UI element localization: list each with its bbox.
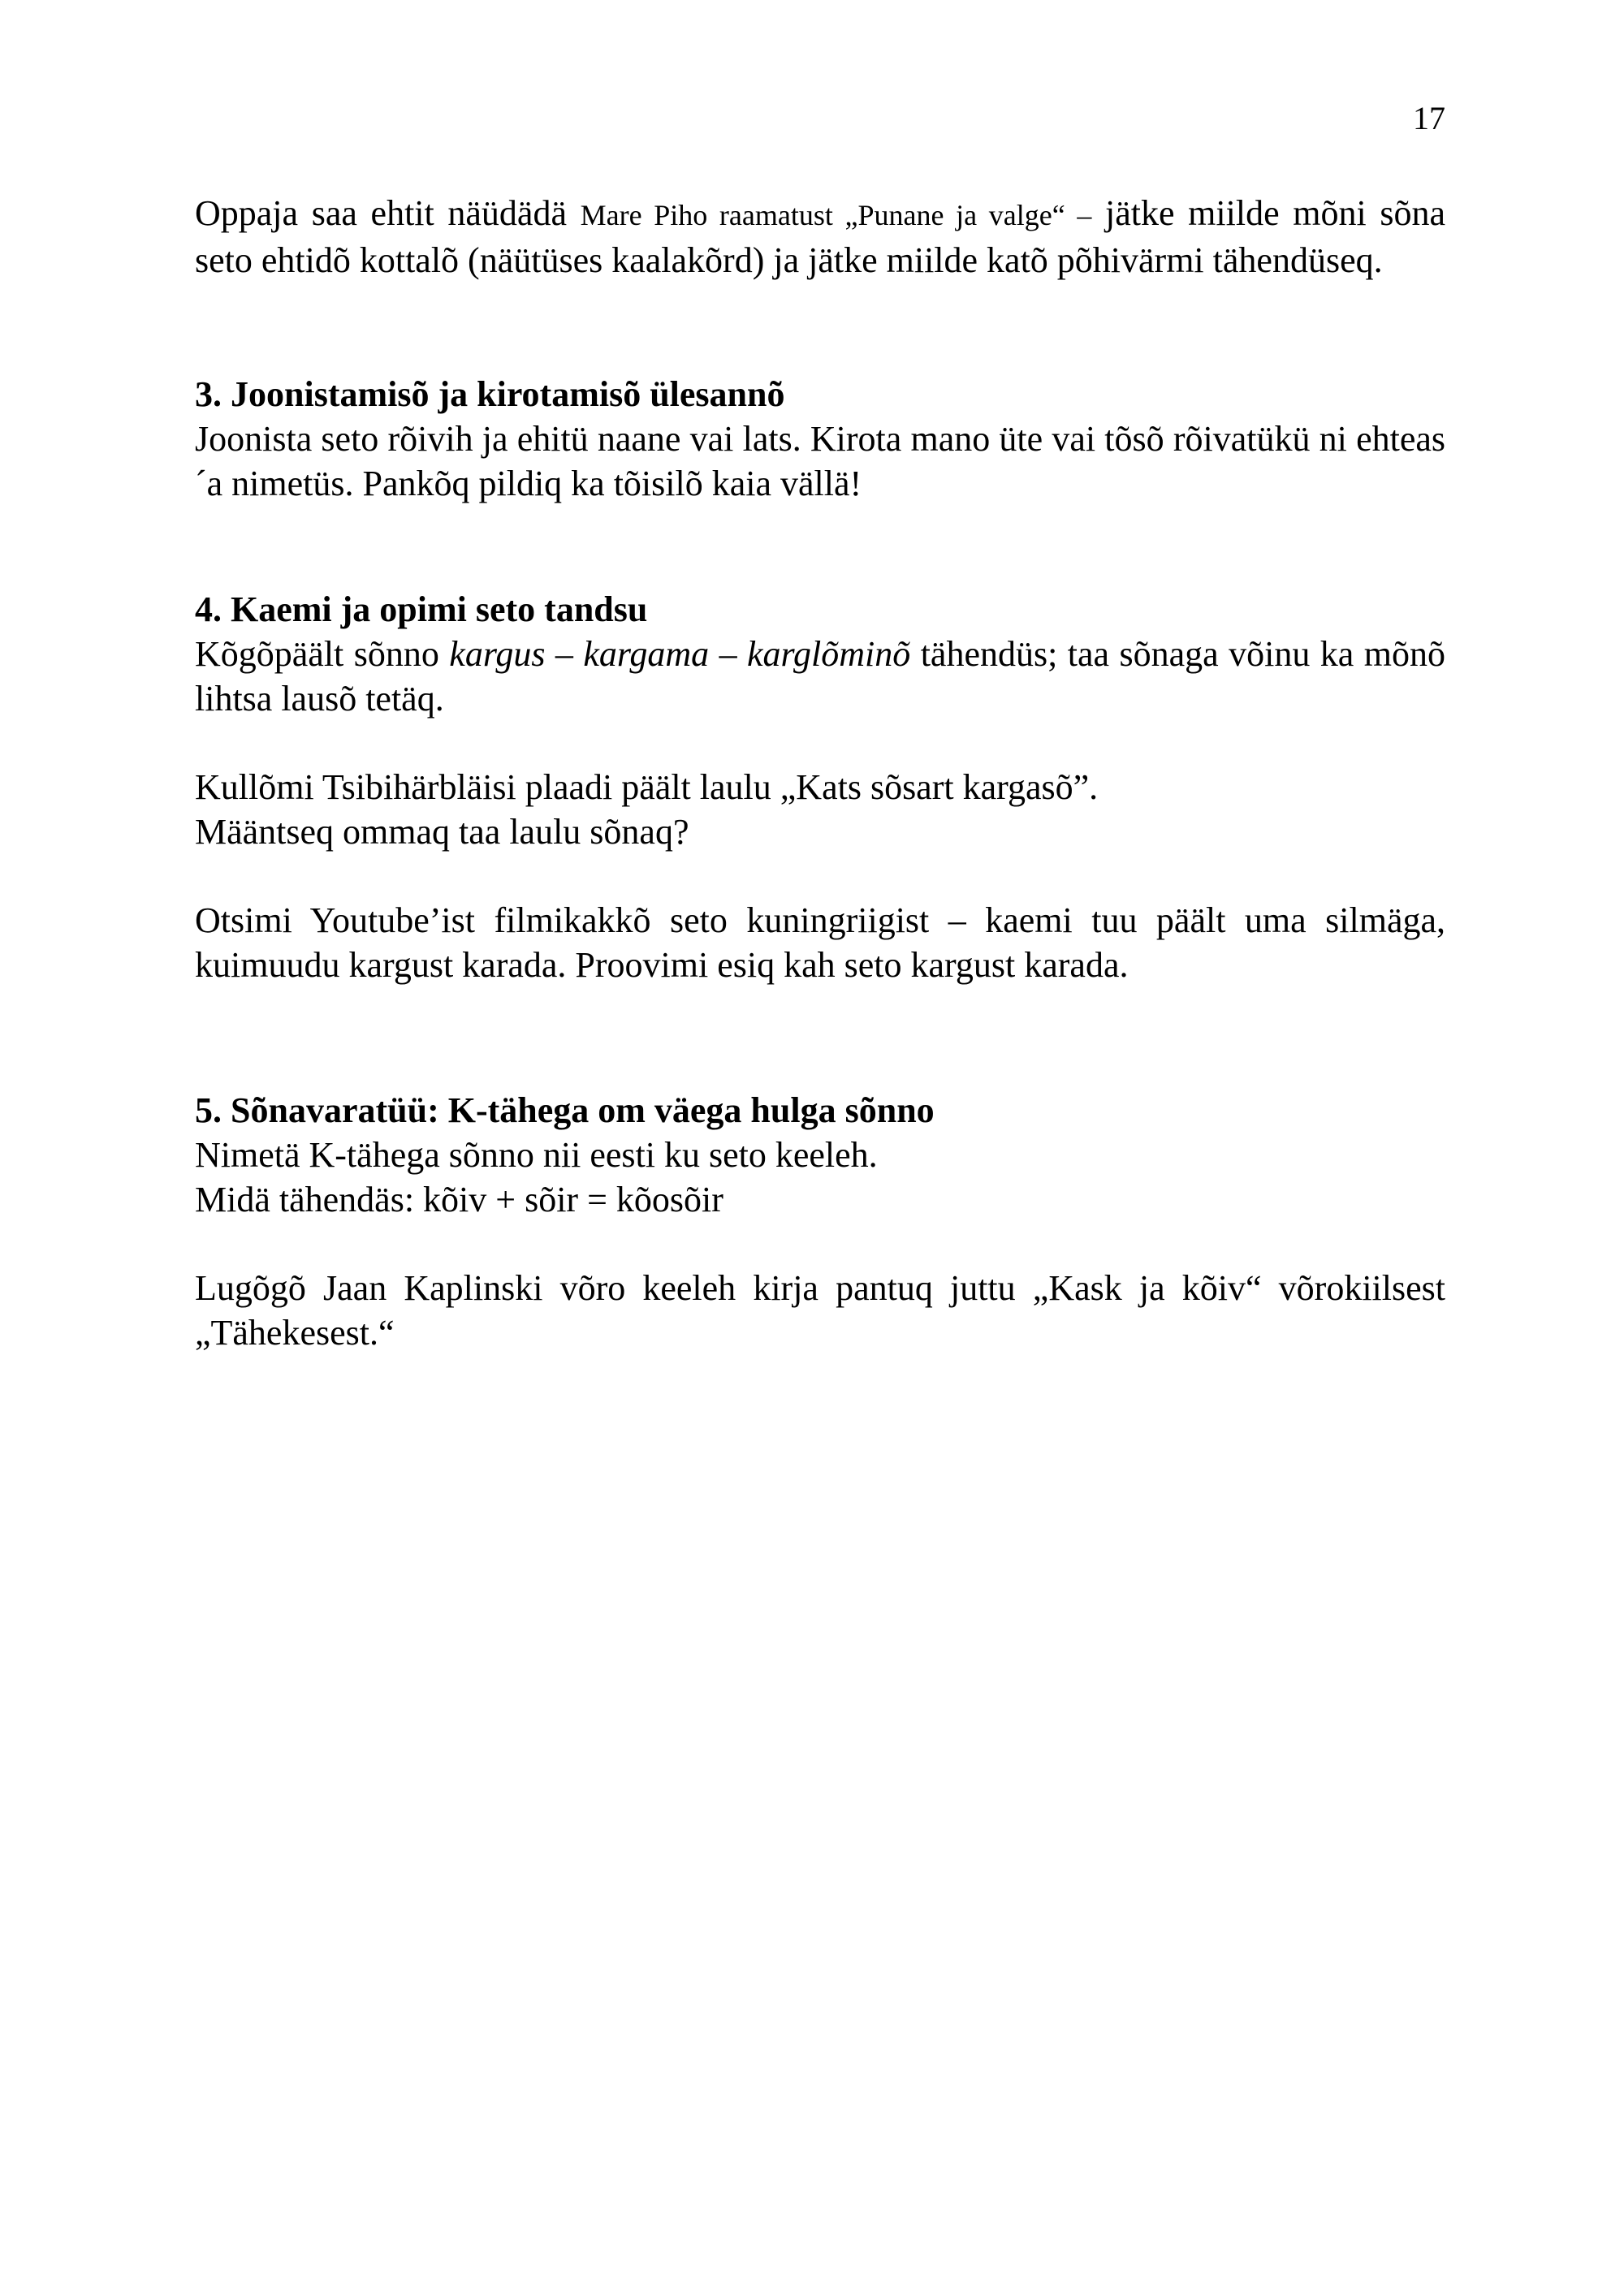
section-5-paragraph: Lugõgõ Jaan Kaplinski võro keeleh kirja pantuq juttu „Kask ja kõiv“ võrokiilsest „Tähekesest.“ <box>195 1268 1445 1353</box>
section-4-p1-end: tähendüs; taa sõnaga võinu ka mõnõ lihtsa lausõ tetäq. <box>195 634 1446 719</box>
section-5-heading: 5. Sõnavaratüü: K-tähega om väega hulga sõnno <box>195 1090 935 1130</box>
section-3-heading: 3. Joonistamisõ ja kirotamisõ ülesannõ <box>195 374 785 414</box>
section-4-paragraph-1 <box>195 632 1445 721</box>
section-4-p1-italic: kargus – kargama – karglõminõ <box>449 634 911 674</box>
page-number: 17 <box>1413 100 1445 136</box>
section-4-paragraph-2-line-1: Kullõmi Tsibihärbläisi plaadi päält laulu „Kats sõsart kargasõ”. <box>195 767 1099 807</box>
section-4-heading: 4. Kaemi ja opimi seto tandsu <box>195 589 648 629</box>
intro-text-end: jätke miilde mõni sõna seto ehtidõ kottalõ (näütüses kaalakõrd) ja jätke miilde katõ põhivärmi tähendüseq. <box>195 193 1446 280</box>
section-4-p1-start: Kõgõpäält sõnno <box>195 634 450 674</box>
section-4-paragraph-2-line-2: Määntseq ommaq taa laulu sõnaq? <box>195 812 689 852</box>
section-4-paragraph-3: Otsimi Youtube’ist filmikakkõ seto kuningriigist – kaemi tuu päält uma silmäga, kuimuudu kargust karada. Proovimi esiq kah seto kargust karada. <box>195 900 1445 985</box>
section-5-line-2: Midä tähendäs: kõiv + sõir = kõosõir <box>195 1180 723 1219</box>
section-5-line-1: Nimetä K-tähega sõnno nii eesti ku seto keeleh. <box>195 1135 878 1175</box>
intro-text-start: Oppaja saa ehtit näüdädä <box>195 193 581 233</box>
page-content <box>195 191 1445 1355</box>
section-3-paragraph: Joonista seto rõivih ja ehitü naane vai lats. Kirota mano üte vai tõsõ rõivatükü ni ehteas´a nimetüs. Pankõq pildiq ka tõisilõ kaia vällä! <box>195 419 1445 503</box>
intro-source: Mare Piho raamatust „Punane ja valge“ – <box>580 199 1092 231</box>
intro-paragraph <box>195 191 1445 283</box>
